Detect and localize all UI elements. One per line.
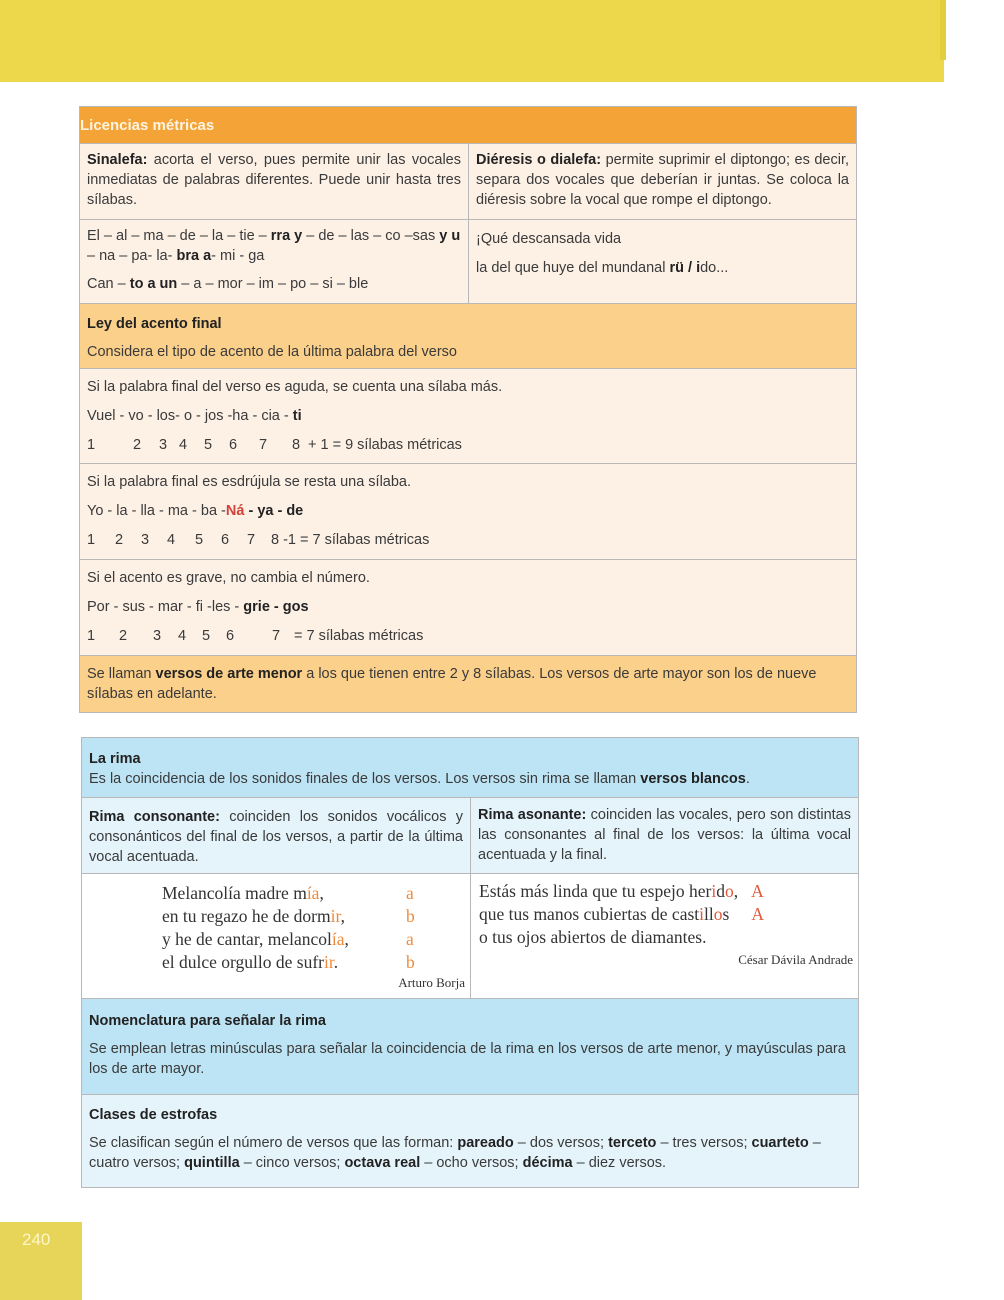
poem-line bbox=[162, 928, 470, 951]
stanza-classes bbox=[82, 1095, 858, 1187]
ex2-part: Can – bbox=[87, 276, 130, 292]
rhyme-tag: A bbox=[751, 881, 764, 901]
poem-punct: , bbox=[319, 883, 324, 903]
arte-part: Se llaman bbox=[87, 666, 156, 682]
grave-row bbox=[80, 560, 856, 656]
rhyme-intro-row bbox=[82, 738, 858, 798]
grave-verse bbox=[87, 597, 849, 617]
top-band-edge bbox=[940, 0, 946, 60]
poem-punct: , bbox=[344, 929, 349, 949]
consonant-rhyme bbox=[82, 798, 470, 873]
poem-text: Melancolía madre m bbox=[162, 883, 307, 903]
aguda-count bbox=[87, 435, 849, 455]
syllable-number: 1 bbox=[87, 532, 96, 548]
sinalefa-example-2 bbox=[87, 274, 461, 294]
rhyme-vowel: i bbox=[711, 881, 717, 901]
poem-text: Estás más linda que tu espejo her bbox=[479, 881, 712, 901]
stanza-classes-title bbox=[89, 1105, 851, 1125]
ex1-bold: bra a bbox=[176, 248, 212, 264]
metric-licenses-panel bbox=[79, 106, 857, 713]
syllable-number: 1 bbox=[87, 437, 96, 453]
arte-menor-note bbox=[80, 656, 856, 712]
nomenclature-title-text: Nomenclatura para señalar la rima bbox=[89, 1013, 326, 1029]
esdrujula-rule-block bbox=[80, 464, 856, 559]
syllable-number: 5 bbox=[202, 628, 211, 644]
consonant-rhyme-term: Rima consonante: bbox=[89, 809, 220, 825]
rhyme-vowel: i bbox=[699, 904, 705, 924]
rhyme-ending: ir bbox=[324, 952, 334, 972]
syllable-number: 4 bbox=[179, 437, 188, 453]
dieresis-term: Diéresis o dialefa: bbox=[476, 152, 602, 168]
stanza-desc: – dos versos; bbox=[513, 1135, 609, 1151]
accent-law bbox=[80, 304, 856, 368]
rhyme-definition-bold: versos blancos bbox=[640, 771, 746, 787]
rhyme-definition bbox=[89, 769, 851, 789]
poem-line bbox=[479, 903, 858, 926]
rhyme-ending: ía bbox=[306, 883, 320, 903]
poem-text: en tu regazo he de dorm bbox=[162, 906, 331, 926]
poem-assonant bbox=[470, 874, 858, 998]
syllable-number: 8 bbox=[292, 437, 301, 453]
stanza-type: cuarteto bbox=[751, 1135, 809, 1151]
ex1-bold: y u bbox=[439, 228, 461, 244]
poem-line bbox=[162, 951, 470, 974]
syllable-number: 5 bbox=[204, 437, 213, 453]
ex2-part: – a – mor – im – po – si – ble bbox=[177, 276, 369, 292]
poem-punct: , bbox=[340, 906, 345, 926]
dieresis-example-line-2 bbox=[476, 258, 849, 278]
sinalefa-example-1 bbox=[87, 226, 461, 266]
poem-line bbox=[162, 905, 470, 928]
poem-assonant-author: César Dávila Andrade bbox=[738, 952, 853, 967]
rhyme-title-text: La rima bbox=[89, 751, 141, 767]
poem-punct: , bbox=[733, 881, 739, 901]
accent-law-title bbox=[87, 314, 849, 334]
rhyme-ending: ía bbox=[331, 929, 345, 949]
esdrujula-rule: Si la palabra final es esdrújula se resta una sílaba. bbox=[87, 474, 412, 490]
stanza-desc: Se clasifican según el número de versos que las forman: bbox=[89, 1135, 458, 1151]
poem-text: y he de cantar, melancol bbox=[162, 929, 332, 949]
stanza-type: octava real bbox=[344, 1155, 421, 1171]
poem-assonant-lines bbox=[479, 880, 858, 949]
rhyme-definition-end: . bbox=[745, 771, 750, 787]
poem-line bbox=[479, 926, 858, 949]
syllable-number: 6 bbox=[226, 628, 235, 644]
dieresis-examples bbox=[468, 220, 856, 303]
stanza-classes-row bbox=[82, 1095, 858, 1187]
assonant-rhyme-text: coinciden las vocales, pero son distintas las consonantes al final de los versos: la última vocal acentuada y la final. bbox=[478, 807, 851, 863]
syllable-number: 3 bbox=[153, 628, 162, 644]
dieresis-definition bbox=[468, 144, 856, 219]
grave-rule-block bbox=[80, 560, 856, 655]
examples-row bbox=[80, 220, 856, 304]
stanza-desc: – cinco versos; bbox=[239, 1155, 345, 1171]
stanza-desc: – ocho versos; bbox=[420, 1155, 523, 1171]
aguda-rule-block bbox=[80, 369, 856, 463]
accent-law-row bbox=[80, 304, 856, 369]
esdrujula-verse-bold: ya - de bbox=[257, 503, 304, 519]
assonant-rhyme bbox=[470, 798, 858, 873]
syllable-total: 8 -1 = 7 sílabas métricas bbox=[271, 532, 430, 548]
syllable-number: 3 bbox=[141, 532, 150, 548]
nomenclature bbox=[82, 999, 858, 1094]
ex3-bold: rü / i bbox=[669, 260, 701, 276]
syllable-number: 3 bbox=[159, 437, 168, 453]
aguda-verse-part: Vuel - vo - los- o - jos -ha - cia - bbox=[87, 408, 293, 424]
poem-punct: s bbox=[722, 904, 730, 924]
poem-text: que tus manos cubiertas de cast bbox=[479, 904, 700, 924]
rhyme-tag: a bbox=[406, 883, 414, 903]
ex1-part: – de – las – co –sas bbox=[302, 228, 440, 244]
syllable-number: 6 bbox=[229, 437, 238, 453]
definitions-row bbox=[80, 144, 856, 220]
poem-line bbox=[479, 880, 858, 903]
syllable-number: 5 bbox=[195, 532, 204, 548]
poem-text: el dulce orgullo de sufr bbox=[162, 952, 324, 972]
rhyme-title bbox=[89, 749, 851, 769]
nomenclature-title bbox=[89, 1011, 851, 1031]
poem-punct: . bbox=[333, 952, 339, 972]
stanza-type: quintilla bbox=[184, 1155, 240, 1171]
ex1-bold: rra y bbox=[270, 228, 303, 244]
poems-row bbox=[82, 874, 858, 999]
aguda-rule: Si la palabra final del verso es aguda, se cuenta una sílaba más. bbox=[87, 379, 503, 395]
rhyme-tag: A bbox=[751, 904, 764, 924]
grave-verse-bold: grie - gos bbox=[243, 599, 309, 615]
esdrujula-count bbox=[87, 530, 849, 550]
grave-count bbox=[87, 626, 849, 646]
syllable-total: + 1 = 9 sílabas métricas bbox=[308, 437, 462, 453]
esdrujula-verse bbox=[87, 501, 849, 521]
poem-text: d bbox=[716, 881, 725, 901]
ex1-part: El – al – ma – de – la – tie – bbox=[87, 228, 271, 244]
poem-text: ll bbox=[704, 904, 714, 924]
syllable-number: 4 bbox=[178, 628, 187, 644]
syllable-total: = 7 sílabas métricas bbox=[294, 628, 424, 644]
esdrujula-row bbox=[80, 464, 856, 560]
arte-menor-row bbox=[80, 656, 856, 712]
syllable-number: 7 bbox=[272, 628, 281, 644]
grave-rule: Si el acento es grave, no cambia el número. bbox=[87, 570, 370, 586]
assonant-rhyme-term: Rima asonante: bbox=[478, 807, 587, 823]
syllable-number: 2 bbox=[115, 532, 124, 548]
rhyme-definition-text: Es la coincidencia de los sonidos finales de los versos. Los versos sin rima se llaman bbox=[89, 771, 641, 787]
ex1-part: – na – pa- la- bbox=[87, 248, 177, 264]
ex1-part: - mi - ga bbox=[211, 248, 265, 264]
arte-part: a los que tienen entre 2 y 8 sílabas. Los versos de arte mayor son los de nueve sílabas en adelante. bbox=[87, 666, 817, 702]
grave-verse-part: Por - sus - mar - fi -les - bbox=[87, 599, 244, 615]
metric-licenses-title: Licencias métricas bbox=[80, 107, 856, 144]
syllable-number: 6 bbox=[221, 532, 230, 548]
esdrujula-accent: Ná bbox=[225, 503, 245, 519]
syllable-number: 7 bbox=[247, 532, 256, 548]
poem-consonant bbox=[82, 874, 470, 998]
syllable-number: 7 bbox=[259, 437, 268, 453]
accent-law-subtitle: Considera el tipo de acento de la última palabra del verso bbox=[87, 344, 457, 360]
sinalefa-definition bbox=[80, 144, 468, 219]
syllable-number: 4 bbox=[167, 532, 176, 548]
stanza-desc: – diez versos. bbox=[572, 1155, 667, 1171]
rhyme-tag: b bbox=[406, 952, 415, 972]
consonant-rhyme-text: coinciden los sonidos vocálicos y consonánticos del final de los versos, a partir de la última vocal acentuada. bbox=[89, 809, 463, 865]
stanza-desc: – cuatro versos; bbox=[89, 1135, 821, 1171]
rhyme-vowel: o bbox=[713, 904, 723, 924]
stanza-type: terceto bbox=[608, 1135, 657, 1151]
dieresis-text: permite suprimir el diptongo; es decir, separa dos vocales que deberían ir juntas. Se coloca la diéresis sobre la vocal que rompe el diptongo. bbox=[476, 152, 850, 208]
nomenclature-text: Se emplean letras minúsculas para señalar la coincidencia de la rima en los versos de arte menor, y mayúsculas para los de arte mayor. bbox=[89, 1041, 846, 1077]
stanza-desc: – tres versos; bbox=[656, 1135, 752, 1151]
top-color-band bbox=[0, 0, 944, 82]
ex3-part: la del que huye del mundanal bbox=[476, 260, 670, 276]
esdrujula-verse-part: Yo - la - lla - ma - ba - bbox=[87, 503, 226, 519]
aguda-row bbox=[80, 369, 856, 464]
accent-law-title-text: Ley del acento final bbox=[87, 316, 222, 332]
sinalefa-text: acorta el verso, pues permite unir las vocales inmediatas de palabras diferentes. Puede unir hasta tres sílabas. bbox=[87, 152, 461, 208]
rhyme-panel bbox=[81, 737, 859, 1188]
syllable-number: 2 bbox=[133, 437, 142, 453]
stanza-type: pareado bbox=[457, 1135, 514, 1151]
poem-consonant-lines bbox=[162, 882, 470, 974]
stanza-type: décima bbox=[522, 1155, 573, 1171]
syllable-number: 1 bbox=[87, 628, 96, 644]
rhyme-tag: b bbox=[406, 906, 415, 926]
syllable-number: 2 bbox=[119, 628, 128, 644]
poem-line bbox=[162, 882, 470, 905]
rhyme-tag: a bbox=[406, 929, 414, 949]
sinalefa-term: Sinalefa: bbox=[87, 152, 148, 168]
aguda-verse-bold: ti bbox=[292, 408, 302, 424]
sinalefa-examples bbox=[80, 220, 468, 303]
nomenclature-row bbox=[82, 999, 858, 1095]
poem-consonant-author: Arturo Borja bbox=[398, 975, 465, 990]
page-number: 240 bbox=[22, 1230, 51, 1249]
esdrujula-verse-bold: - bbox=[244, 503, 258, 519]
poem-text: o tus ojos abiertos de diamantes. bbox=[479, 927, 707, 947]
rhyme-types-row bbox=[82, 798, 858, 874]
ex3-part: do... bbox=[700, 260, 729, 276]
arte-bold: versos de arte menor bbox=[155, 666, 303, 682]
rhyme-ending: ir bbox=[330, 906, 341, 926]
ex2-bold: to a un bbox=[129, 276, 178, 292]
dieresis-example-line-1: ¡Qué descansada vida bbox=[476, 231, 622, 247]
stanza-classes-title-text: Clases de estrofas bbox=[89, 1107, 218, 1123]
rhyme-vowel: o bbox=[724, 881, 734, 901]
rhyme-intro bbox=[82, 738, 858, 797]
aguda-verse bbox=[87, 406, 849, 426]
stanza-classes-text bbox=[89, 1133, 851, 1173]
